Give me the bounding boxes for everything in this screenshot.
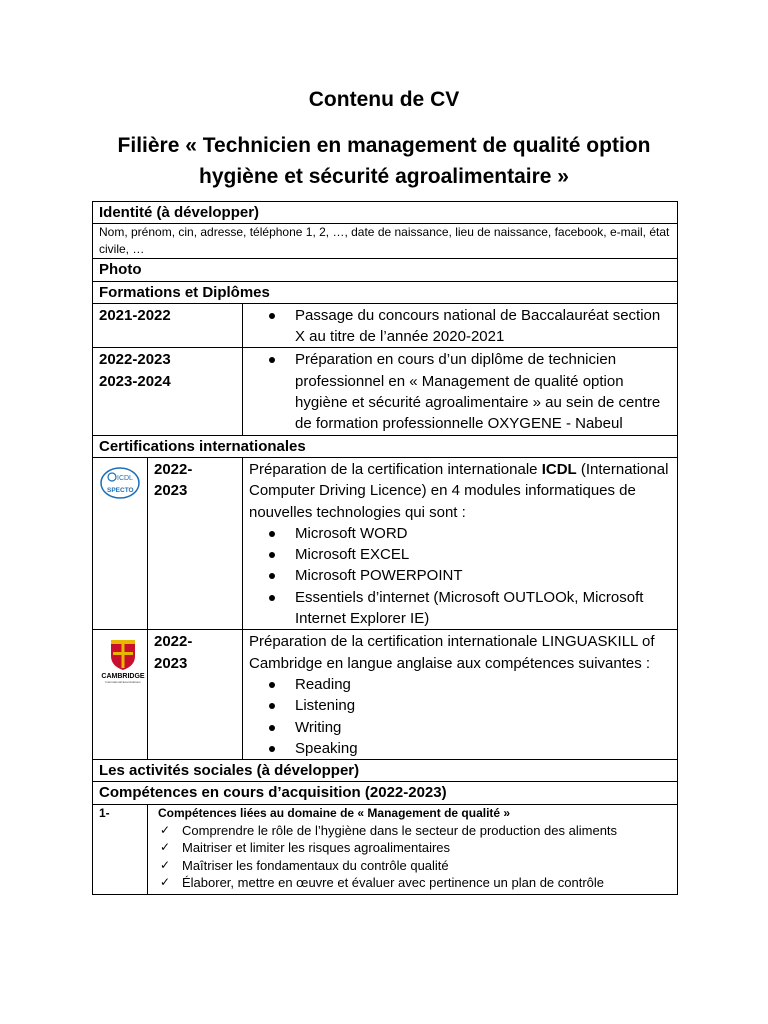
formation-content: [243, 348, 678, 435]
bullet-icon: [269, 357, 275, 363]
icdl-module: Microsoft WORD: [295, 523, 671, 544]
icdl-intro: Préparation de la certification internationale ICDL (International Computer Driving Licence) en 4 modules informatiques de nouvelles technologies qui sont :: [249, 460, 669, 521]
competences-content: [148, 804, 678, 894]
competence-number: 1-: [93, 804, 148, 894]
check-icon: ✓: [160, 875, 171, 890]
certification-cambridge-row: [93, 630, 678, 760]
formation-content: [243, 303, 678, 348]
formation-year: 2023-2024: [99, 372, 171, 390]
formation-year: 2021-2022: [99, 306, 171, 324]
cambridge-year: 2022- 2023: [148, 630, 243, 760]
formation-item: Passage du concours national de Baccalauréat section X au titre de l’année 2020-2021: [295, 305, 671, 348]
cambridge-content: [243, 630, 678, 760]
activites-row: [93, 760, 678, 782]
cv-table: [92, 201, 678, 895]
certifications-heading-row: [93, 435, 678, 457]
icdl-logo-cell: [93, 457, 148, 629]
identite-details-row: [93, 224, 678, 259]
competences-heading: Compétences en cours d’acquisition (2022-2023): [93, 782, 678, 804]
cambridge-intro: Préparation de la certification internationale LINGUASKILL of Cambridge en langue anglaise aux compétences suivantes :: [249, 633, 655, 672]
formations-heading-row: [93, 281, 678, 303]
competences-heading-row: [93, 782, 678, 804]
bullet-icon: [269, 682, 275, 688]
subtitle-line-2: hygiène et sécurité agroalimentaire »: [199, 165, 569, 188]
icdl-module: Essentiels d’internet (Microsoft OUTLOOk, Microsoft Internet Explorer IE): [295, 587, 671, 630]
photo-row: [93, 259, 678, 281]
certifications-heading: Certifications internationales: [93, 435, 678, 457]
formation-row: [93, 348, 678, 435]
cambridge-skill: Listening: [295, 695, 671, 716]
formation-years: [93, 303, 243, 348]
photo-heading: Photo: [93, 259, 678, 281]
bullet-icon: [269, 703, 275, 709]
identite-heading-row: [93, 202, 678, 224]
formation-item: Préparation en cours d’un diplôme de technicien professionnel en « Management de qualité option hygiène et sécurité agroalimentaire » au sein de centre de formation professionnelle OXYGENE - Nabeul: [295, 349, 671, 434]
check-icon: ✓: [160, 822, 171, 837]
cambridge-skill: Speaking: [295, 738, 671, 759]
page-title: Contenu de CV: [308, 88, 460, 111]
icdl-logo-icon: [99, 466, 141, 500]
bullet-icon: [269, 313, 275, 319]
bullet-icon: [269, 531, 275, 537]
bullet-icon: [269, 552, 275, 558]
competence-domain: Compétences liées au domaine de « Management de qualité »: [158, 805, 511, 820]
cambridge-logo-icon: [99, 638, 147, 684]
formations-heading: Formations et Diplômes: [93, 281, 678, 303]
cambridge-logo-label: CAMBRIDGE: [101, 673, 145, 681]
bullet-icon: [269, 595, 275, 601]
competence-item: ✓ Comprendre le rôle de l’hygiène dans le secteur de production des aliments: [160, 822, 618, 838]
icdl-logo-sublabel: SPECTO: [107, 486, 134, 494]
subtitle-line-1: Filière « Technicien en management de qualité option: [117, 134, 651, 157]
cambridge-skill: Reading: [295, 674, 671, 695]
icdl-year: 2022- 2023: [148, 457, 243, 629]
cambridge-logo-cell: [93, 630, 148, 760]
competence-item: ✓ Maîtriser les fondamentaux du contrôle qualité: [160, 857, 449, 873]
competence-item: ✓ Élaborer, mettre en œuvre et évaluer avec pertinence un plan de contrôle: [160, 875, 605, 891]
cambridge-skill: Writing: [295, 717, 671, 738]
certification-icdl-row: [93, 457, 678, 629]
competences-row: [93, 804, 678, 894]
cambridge-logo-sublabel: International Examinations: [105, 680, 141, 685]
page-subtitle: [0, 130, 768, 192]
bullet-icon: [269, 725, 275, 731]
icdl-logo-label: ICDL: [117, 474, 133, 482]
identite-heading: Identité (à développer): [93, 202, 678, 224]
bullet-icon: [269, 573, 275, 579]
icdl-module: Microsoft POWERPOINT: [295, 565, 671, 586]
identite-details: Nom, prénom, cin, adresse, téléphone 1, 2, …, date de naissance, lieu de naissance, facebook, e-mail, état civile, …: [93, 224, 678, 259]
competence-item: ✓ Maitriser et limiter les risques agroalimentaires: [160, 840, 451, 856]
activites-heading: Les activités sociales (à développer): [93, 760, 678, 782]
check-icon: ✓: [160, 857, 171, 872]
formation-year: 2022-2023: [99, 351, 171, 369]
icdl-module: Microsoft EXCEL: [295, 544, 671, 565]
bullet-icon: [269, 746, 275, 752]
formation-row: [93, 303, 678, 348]
icdl-content: [243, 457, 678, 629]
formation-years: [93, 348, 243, 435]
check-icon: ✓: [160, 840, 171, 855]
